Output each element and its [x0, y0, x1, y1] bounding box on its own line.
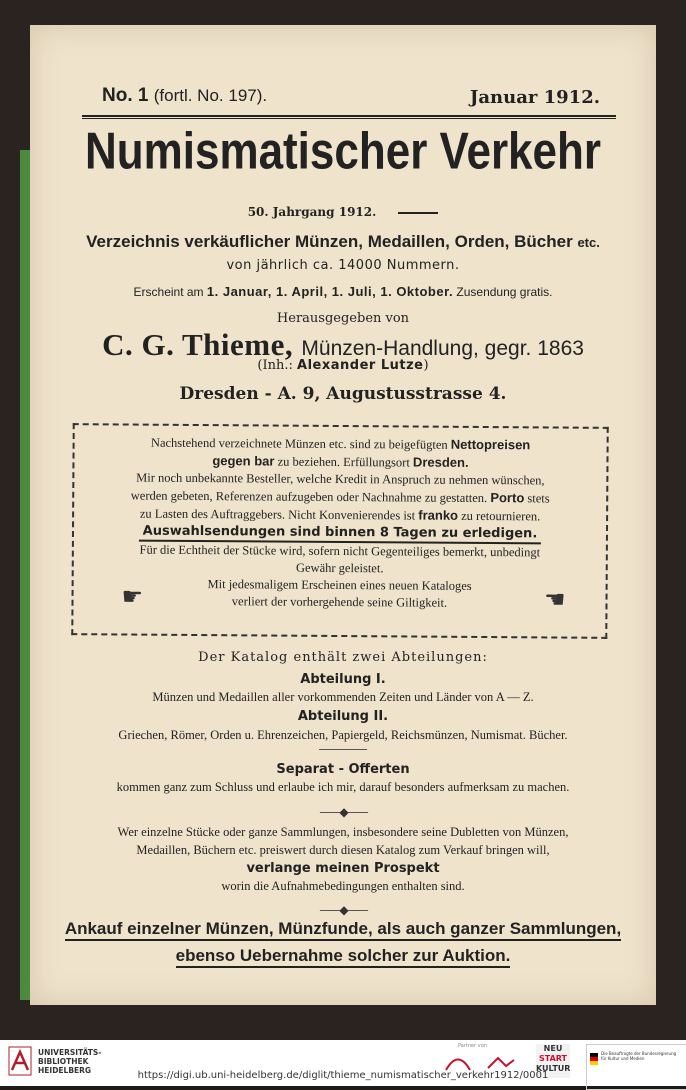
issue-date: Januar 1912. — [469, 87, 600, 108]
owner-suffix: ) — [423, 358, 429, 373]
appears-dates: 1. Januar, 1. April, 1. Juli, 1. Oktober. — [206, 284, 454, 299]
appears-prefix: Erscheint am — [133, 285, 204, 299]
terms-text: werden gebeten, Referenzen aufzugeben oder Nachnahme zu gestatten. — [130, 488, 488, 506]
terms-line: Mit jedesmaligem Erscheinen eines neuen Kataloges — [207, 577, 472, 593]
collections-line: Wer einzelne Stücke oder ganze Sammlungen, insbesondere seine Dubletten von Münzen, — [117, 825, 569, 839]
ub-name-line: HEIDELBERG — [38, 1066, 92, 1075]
bkm-line: Die Beauftragte der Bundesregierung — [601, 1051, 677, 1056]
bkm-line: für Kultur und Medien — [601, 1056, 645, 1061]
ornament-divider: ——◆—— — [319, 805, 367, 819]
german-flag-icon — [590, 1053, 598, 1065]
appears-suffix: Zusendung gratis. — [456, 285, 553, 299]
ub-name-line: UNIVERSITÄTS- — [38, 1048, 102, 1057]
catalog-etc: etc. — [577, 235, 600, 250]
owner-line — [30, 358, 656, 373]
collections-line: Medaillen, Büchern etc. preiswert durch diesen Katalog zum Verkauf bringen will, — [136, 843, 550, 857]
page-title: Numismatischer Verkehr — [84, 122, 602, 181]
divider-rule — [319, 749, 367, 750]
issue-number — [102, 85, 267, 107]
appearance-dates — [30, 284, 656, 299]
purchase-line-1 — [30, 919, 656, 939]
terms-text: Nachstehend verzeichnete Münzen etc. sind zu beigefügten — [150, 435, 448, 452]
issue-continuation: (fortl. No. 197). — [153, 86, 268, 105]
terms-line: verliert der vorhergehende seine Giltigkeit. — [231, 594, 448, 610]
numbers-line: von jährlich ca. 14000 Nummern. — [226, 258, 460, 273]
terms-bold: Nettopreisen — [450, 436, 531, 453]
address: Dresden - A. 9, Augustusstrasse 4. — [179, 384, 507, 404]
terms-text: stets — [527, 491, 550, 506]
terms-line: Mir noch unbekannte Besteller, welche Kredit in Anspruch zu nehmen wünschen, — [136, 470, 545, 488]
catalog-subtitle — [30, 232, 656, 252]
issue-no-label: No. 1 — [102, 85, 149, 106]
ub-name-line: BIBLIOTHEK — [38, 1057, 89, 1066]
terms-bold: franko — [418, 507, 459, 523]
divider — [30, 749, 656, 750]
header-rule — [82, 115, 616, 119]
terms-line: Gewähr geleistet. — [295, 560, 384, 576]
terms-text: zu beziehen. Erfüllungsort — [277, 454, 410, 470]
sections-intro: Der Katalog enthält zwei Abteilungen: — [198, 650, 488, 665]
publisher-name: C. G. Thieme, — [102, 327, 294, 362]
catalog-subtitle-text: Verzeichnis verkäuflicher Münzen, Medaillen, Orden, Bücher — [86, 232, 573, 251]
separate-offers-text: kommen ganz zum Schluss und erlaube ich mir, darauf besonders aufmerksam zu machen. — [116, 780, 570, 794]
section-2-text: Griechen, Römer, Orden u. Ehrenzeichen, Papiergeld, Reichsmünzen, Numismat. Bücher. — [118, 728, 568, 742]
terms-text: zu retournieren. — [461, 508, 541, 524]
purchase-text: ebenso Uebernahme solcher zur Auktion. — [176, 946, 511, 968]
selection-deadline: Auswahlsendungen sind binnen 8 Tagen zu erledigen. — [139, 523, 542, 545]
purchase-line-2 — [30, 946, 656, 966]
purchase-text: Ankauf einzelner Münzen, Münzfunde, als auch ganzer Sammlungen, — [65, 919, 621, 941]
terms-text: zu Lasten des Auftraggebers. Nicht Konvenierendes ist — [139, 506, 416, 523]
owner-name: Alexander Lutze — [297, 358, 424, 373]
terms-line — [89, 433, 593, 455]
terms-bold: Dresden. — [412, 454, 469, 470]
pointing-hand-right-icon: ☛ — [121, 584, 144, 611]
terms-bold: gegen bar — [212, 453, 275, 469]
year-line — [30, 205, 656, 219]
source-url[interactable]: https://digi.ub.uni-heidelberg.de/diglit/thieme_numismatischer_verkehr1912/0001 — [137, 1070, 549, 1081]
owner-prefix: (Inh.: — [257, 358, 293, 373]
editor-line: Herausgegeben von — [276, 311, 410, 326]
collections-line: worin die Aufnahmebedingungen enthalten sind. — [221, 879, 465, 893]
terms-box — [71, 423, 608, 639]
separate-offers-heading: Separat - Offerten — [276, 762, 410, 777]
pointing-hand-left-icon: ☚ — [543, 587, 566, 614]
year-text: 50. Jahrgang 1912. — [247, 205, 377, 219]
section-2-heading: Abteilung II. — [297, 709, 389, 724]
section-1-text: Münzen und Medaillen aller vorkommenden Zeiten und Länder von A — Z. — [152, 690, 534, 704]
section-1-heading: Abteilung I. — [300, 672, 386, 687]
year-dash — [398, 212, 438, 214]
catalog-page — [30, 25, 656, 1005]
partner-label: Partner von — [458, 1043, 487, 1049]
ornament-divider: ——◆—— — [319, 903, 367, 917]
publisher-description: Münzen-Handlung, gegr. 1863 — [301, 337, 584, 360]
terms-line: Für die Echtheit der Stücke wird, sofern nicht Gegenteiliges bemerkt, unbedingt — [139, 542, 541, 560]
neustart-line: START — [538, 1054, 568, 1063]
terms-bold: Porto — [490, 490, 525, 506]
neustart-line: KULTUR — [536, 1064, 571, 1073]
federal-culture-logo[interactable] — [586, 1044, 686, 1090]
prospectus-request: verlange meinen Prospekt — [246, 861, 440, 876]
neustart-line: NEU — [543, 1044, 563, 1053]
